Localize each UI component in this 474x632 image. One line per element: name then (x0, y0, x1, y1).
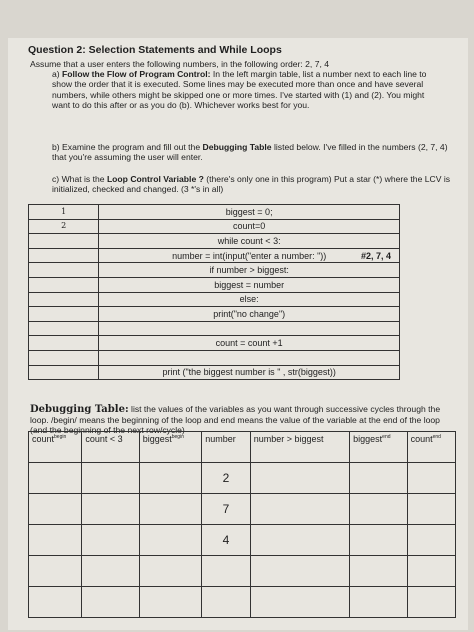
debug-header-superscript: begin (171, 434, 184, 440)
code-line-cell (99, 234, 400, 249)
code-line-cell (99, 292, 400, 307)
part-c-body-1: What is the (61, 174, 107, 184)
code-line-text: count = count +1 (215, 338, 283, 349)
part-b-heading: Debugging Table (202, 142, 272, 152)
debug-table-cell[interactable] (250, 525, 349, 556)
debug-table-row (29, 587, 456, 618)
part-b (30, 142, 462, 162)
debugging-table-text: list the values of the variables as you want through successive cycles through the loop. /begin/ means the beginning of the loop and end means the value of the variable at the end of the loop (and the beginning of the next row/cycle) (30, 404, 441, 436)
program-row (29, 321, 400, 336)
code-comment: #2, 7, 4 (360, 250, 391, 261)
code-line-cell (99, 248, 400, 263)
debug-table-cell[interactable] (29, 587, 82, 618)
part-b-body-2: listed below. I've filled in the numbers (2, 7, 4) that you're assuming the user will enter. (52, 142, 448, 163)
part-b-body-1: Examine the program and fill out the (62, 142, 203, 152)
part-c-heading: Loop Control Variable ? (106, 174, 204, 184)
debug-table-cell[interactable] (407, 494, 455, 525)
code-line-cell (99, 219, 400, 234)
debug-table-cell[interactable] (407, 587, 455, 618)
question-text (30, 59, 440, 110)
code-line-text: number = int(input("enter a number: ")) (172, 250, 327, 261)
code-line-cell (99, 205, 400, 220)
program-row (29, 292, 400, 307)
program-row (29, 336, 400, 351)
debug-header-label: count (410, 434, 433, 444)
program-table (28, 204, 400, 380)
code-line-cell (99, 336, 400, 351)
program-row (29, 219, 400, 234)
debug-table-cell[interactable] (82, 494, 139, 525)
code-line-cell (99, 365, 400, 380)
code-line-text: else: (239, 294, 259, 305)
debug-table-cell[interactable] (139, 587, 201, 618)
margin-order-cell[interactable] (29, 292, 99, 307)
debug-table-cell[interactable] (407, 463, 455, 494)
margin-order-cell[interactable] (29, 263, 99, 278)
debug-column-header (407, 432, 455, 463)
debug-header-label: count (32, 434, 55, 444)
question-title: Question 2: Selection Statements and While Loops (28, 44, 282, 56)
code-line-text: if number > biggest: (209, 265, 289, 276)
part-b-label: b) (52, 142, 60, 152)
program-row (29, 234, 400, 249)
debug-header-label: biggest (142, 434, 172, 444)
program-row (29, 248, 400, 263)
debug-table-cell[interactable] (139, 525, 201, 556)
intro-text: Assume that a user enters the following numbers, in the following order: 2, 7, 4 (30, 59, 330, 69)
debug-table-cell[interactable] (250, 587, 349, 618)
debug-header-superscript: end (382, 434, 391, 440)
debugging-table (28, 431, 456, 618)
margin-order-cell[interactable]: 1 (29, 205, 99, 220)
code-line-cell (99, 307, 400, 322)
debug-column-header (139, 432, 201, 463)
code-line-cell (99, 350, 400, 365)
part-c (30, 174, 462, 194)
margin-order-cell[interactable] (29, 248, 99, 263)
margin-order-cell[interactable] (29, 307, 99, 322)
debug-column-header (82, 432, 139, 463)
debug-header-label: biggest (353, 434, 383, 444)
code-line-text: biggest = 0; (225, 206, 273, 217)
code-line-text: count=0 (233, 221, 266, 232)
code-line-cell (99, 277, 400, 292)
debug-table-cell[interactable]: 7 (202, 494, 251, 525)
program-row (29, 307, 400, 322)
debugging-table-title: Debugging Table: (30, 404, 129, 415)
debug-table-cell[interactable] (250, 494, 349, 525)
program-row (29, 277, 400, 292)
debug-table-cell[interactable] (139, 556, 201, 587)
debug-table-row (29, 525, 456, 556)
debug-table-cell[interactable] (407, 556, 455, 587)
code-line-text: print ("the biggest number is " , str(biggest)) (162, 367, 336, 378)
program-row (29, 263, 400, 278)
debug-table-cell[interactable] (250, 463, 349, 494)
debug-table-cell[interactable] (407, 525, 455, 556)
code-line-cell (99, 263, 400, 278)
debug-header-superscript: end (432, 434, 441, 440)
debug-table-cell[interactable] (202, 556, 251, 587)
debug-table-cell[interactable]: 2 (202, 463, 251, 494)
program-row (29, 205, 400, 220)
part-c-label: c) (52, 174, 60, 184)
debug-table-cell[interactable] (82, 556, 139, 587)
part-a-heading: Follow the Flow of Program Control: (62, 69, 211, 80)
margin-order-cell[interactable] (29, 336, 99, 351)
program-row (29, 365, 400, 380)
debug-column-header (202, 432, 251, 463)
debug-table-row (29, 494, 456, 525)
debug-header-label: number (205, 434, 236, 444)
code-line-text: while count < 3: (217, 235, 281, 246)
code-line-text: biggest = number (214, 279, 285, 290)
program-row (29, 350, 400, 365)
debug-table-cell[interactable] (82, 463, 139, 494)
debug-table-cell[interactable] (29, 525, 82, 556)
debug-table-cell[interactable] (202, 587, 251, 618)
code-line-text: print("no change") (213, 308, 286, 319)
debug-table-row (29, 463, 456, 494)
debug-table-row (29, 556, 456, 587)
debug-table-cell[interactable] (29, 494, 82, 525)
debug-table-cell[interactable] (350, 463, 407, 494)
part-a (30, 69, 440, 110)
debug-table-cell[interactable] (350, 525, 407, 556)
debug-table-cell[interactable] (350, 494, 407, 525)
debug-table-cell[interactable]: 4 (202, 525, 251, 556)
debug-table-cell[interactable] (82, 587, 139, 618)
margin-order-cell[interactable]: 2 (29, 219, 99, 234)
debug-header-label: count < 3 (85, 434, 123, 444)
debug-column-header (350, 432, 407, 463)
part-a-label: a) (52, 69, 60, 80)
margin-order-cell[interactable] (29, 234, 99, 249)
margin-order-cell[interactable] (29, 277, 99, 292)
debug-table-cell[interactable] (350, 587, 407, 618)
debug-table-cell[interactable] (29, 463, 82, 494)
debug-column-header (29, 432, 82, 463)
margin-order-cell[interactable] (29, 350, 99, 365)
debug-table-cell[interactable] (139, 494, 201, 525)
margin-order-cell[interactable] (29, 365, 99, 380)
debug-table-cell[interactable] (139, 463, 201, 494)
debug-header-label: number > biggest (253, 434, 324, 444)
debug-column-header (250, 432, 349, 463)
debug-table-cell[interactable] (82, 525, 139, 556)
part-c-body-2: (there's only one in this program) Put a star (*) where the LCV is initialized, checked and changed. (3 *'s in all) (52, 174, 451, 195)
debug-table-cell[interactable] (250, 556, 349, 587)
debug-table-cell[interactable] (29, 556, 82, 587)
part-a-body: In the left margin table, list a number next to each line to show the order that it is executed. Some lines may be executed more than once and have several numbers, while others might be skipped one or more times. I've started with (1) and (2). You might want to do this after or as you do (b). Whichever works best for you. (52, 69, 427, 110)
debug-table-cell[interactable] (350, 556, 407, 587)
code-line-cell (99, 321, 400, 336)
margin-order-cell[interactable] (29, 321, 99, 336)
debug-header-superscript: begin (54, 434, 67, 440)
